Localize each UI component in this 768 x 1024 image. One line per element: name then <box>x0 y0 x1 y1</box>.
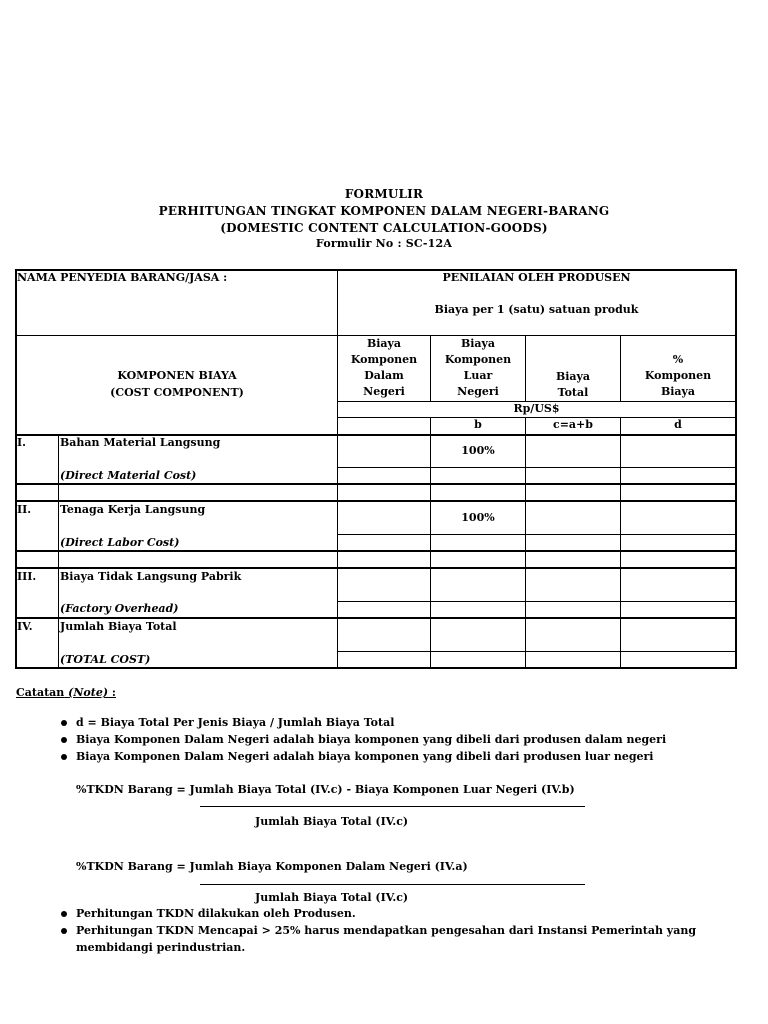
row-number: II. <box>17 503 32 516</box>
currency-label: Rp/US$ <box>513 402 560 415</box>
row-luar-value: 100% <box>461 444 495 457</box>
component-label-en: (COST COMPONENT) <box>110 386 244 399</box>
row-name: Tenaga Kerja Langsung <box>60 503 206 516</box>
form-number: Formulir No : SC-12A <box>315 237 453 250</box>
note-item: d = Biaya Total Per Jenis Biaya / Jumlah Biaya Total <box>76 716 395 729</box>
form-subtitle-en: (DOMESTIC CONTENT CALCULATION-GOODS) <box>220 221 548 235</box>
col-persen-komponen: % Komponen Biaya <box>644 353 712 398</box>
bullet-icon <box>61 720 67 726</box>
row-name: Jumlah Biaya Total <box>60 620 177 633</box>
fraction-line <box>200 884 585 885</box>
row-name-en: (TOTAL COST) <box>60 653 151 666</box>
component-label: KOMPONEN BIAYA <box>117 369 237 382</box>
bullet-icon <box>61 911 67 917</box>
code-b: b <box>474 418 482 431</box>
formula-1-numerator: %TKDN Barang = Jumlah Biaya Total (IV.c) - Biaya Komponen Luar Negeri (IV.b) <box>76 783 575 796</box>
row-name: Bahan Material Langsung <box>60 436 221 449</box>
note-item-continued: membidangi perindustrian. <box>76 941 246 954</box>
note-item: Biaya Komponen Dalam Negeri adalah biaya komponen yang dibeli dari produsen dalam negeri <box>76 733 667 746</box>
col-biaya-total: Biaya Total <box>555 370 591 399</box>
bullet-icon <box>61 754 67 760</box>
fraction-line <box>200 806 585 807</box>
formula-1-denominator: Jumlah Biaya Total (IV.c) <box>255 815 409 828</box>
assessment-subtitle: Biaya per 1 (satu) satuan produk <box>434 303 639 316</box>
note-item: Perhitungan TKDN Mencapai > 25% harus mendapatkan pengesahan dari Instansi Pemerintah yang <box>76 924 697 937</box>
row-luar-value: 100% <box>461 511 495 524</box>
row-number: III. <box>17 570 37 583</box>
formula-2-denominator: Jumlah Biaya Total (IV.c) <box>255 891 409 904</box>
formula-2-numerator: %TKDN Barang = Jumlah Biaya Komponen Dalam Negeri (IV.a) <box>76 860 468 873</box>
row-name: Biaya Tidak Langsung Pabrik <box>60 570 242 583</box>
bullet-icon <box>61 737 67 743</box>
provider-name-label: NAMA PENYEDIA BARANG/JASA : <box>17 271 228 284</box>
assessment-title: PENILAIAN OLEH PRODUSEN <box>442 271 631 284</box>
code-c: c=a+b <box>553 418 593 431</box>
row-name-en: (Direct Material Cost) <box>60 469 197 482</box>
row-name-en: (Factory Overhead) <box>60 602 179 615</box>
form-subtitle: PERHITUNGAN TINGKAT KOMPONEN DALAM NEGERI-BARANG <box>158 204 610 218</box>
code-d: d <box>674 418 682 431</box>
col-luar-negeri: Biaya Komponen Luar Negeri <box>444 337 512 398</box>
row-number: IV. <box>17 620 33 633</box>
row-number: I. <box>17 436 26 449</box>
note-item: Perhitungan TKDN dilakukan oleh Produsen. <box>76 907 356 920</box>
row-name-en: (Direct Labor Cost) <box>60 536 180 549</box>
bullet-icon <box>61 928 67 934</box>
notes-heading: Catatan (Note) : <box>16 686 116 699</box>
col-dalam-negeri: Biaya Komponen Dalam Negeri <box>350 337 418 398</box>
note-item: Biaya Komponen Dalam Negeri adalah biaya komponen yang dibeli dari produsen luar negeri <box>76 750 654 763</box>
form-title: FORMULIR <box>344 187 424 201</box>
